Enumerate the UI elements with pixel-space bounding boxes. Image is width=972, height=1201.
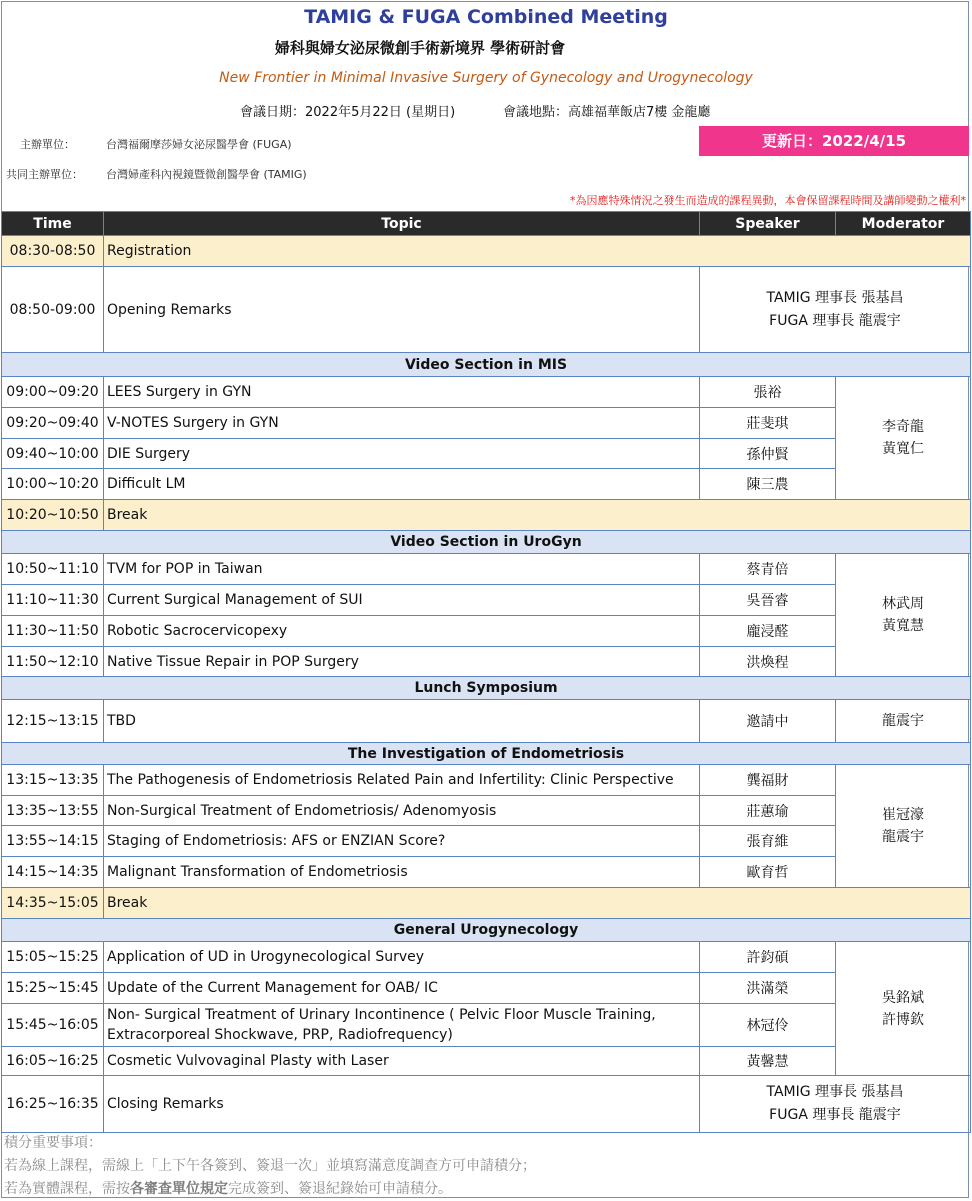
time-cell: 09:40~10:00 [2,439,104,469]
table-row [2,439,971,469]
time-cell: 15:45~16:05 [2,1004,104,1047]
speaker-cell: 許鈞碩 [700,942,836,973]
speaker-cell: 陳三農 [700,469,836,500]
table-row [2,826,971,857]
meeting-subtitle: 婦科與婦女泌尿微創手術新境界 學術研討會 [274,39,566,57]
table-row [2,942,971,973]
time-cell: 10:50~11:10 [2,554,104,585]
host-cell [700,1076,971,1133]
topic-cell: Native Tissue Repair in POP Surgery [104,647,700,677]
meeting-date: 會議日期：2022年5月22日 (星期日) [240,105,456,120]
col-time: Time [2,212,104,236]
organizer [20,136,292,152]
col-topic: Topic [104,212,700,236]
moderator-name: 吳銘斌 [882,989,924,1006]
topic-cell: Cosmetic Vulvovaginal Plasty with Laser [104,1047,700,1076]
time-cell: 14:15~14:35 [2,857,104,888]
col-moderator: Moderator [836,212,971,236]
credit-notes [4,1132,536,1201]
credit-notes-title: 積分重要事項： [4,1135,102,1151]
co-organizer-label: 共同主辦單位： [6,168,83,181]
table-row [2,585,971,616]
table-row [2,469,971,500]
table-row [2,554,971,585]
moderator-cell [836,942,971,1076]
meeting-venue: 會議地點：高雄福華飯店7樓 金龍廳 [503,105,711,120]
moderator-name: 龍震宇 [882,829,924,845]
section-row [2,353,971,377]
moderator-name: 崔冠濠 [882,807,924,823]
time-cell: 09:20~09:40 [2,408,104,439]
col-speaker: Speaker [700,212,836,236]
topic-cell: TVM for POP in Taiwan [104,554,700,585]
co-organizer [6,166,307,182]
topic-cell: Break [104,500,971,531]
topic-cell: Break [104,888,971,919]
speaker-cell: 張裕 [700,377,836,408]
section-row [2,677,971,700]
topic-cell: Difficult LM [104,469,700,500]
speaker-cell: 龐浸醛 [700,616,836,647]
table-row [2,796,971,826]
topic-cell: Registration [104,236,971,267]
section-row [2,531,971,554]
topic-cell: Opening Remarks [104,267,700,353]
table-row [2,377,971,408]
time-cell: 10:20~10:50 [2,500,104,531]
topic-cell: Closing Remarks [104,1076,700,1133]
disclaimer-note: *為因應特殊情況之發生而造成的課程異動，本會保留課程時間及講師變動之權利* [570,194,966,207]
topic-cell: TBD [104,700,700,743]
speaker-cell: 吳晉睿 [700,585,836,616]
schedule-table [1,211,971,1133]
section-title: The Investigation of Endometriosis [2,743,971,765]
credit-note-emphasis: 各審查單位規定 [130,1181,228,1197]
time-cell: 10:00~10:20 [2,469,104,500]
credit-note-text: 完成簽到、簽退紀錄始可申請積分。 [228,1181,452,1197]
moderator-name: 李奇龍 [882,419,924,435]
meeting-title: TAMIG & FUGA Combined Meeting [304,6,668,28]
time-cell: 15:05~15:25 [2,942,104,973]
time-cell: 13:55~14:15 [2,826,104,857]
topic-cell: Application of UD in Urogynecological Survey [104,942,700,973]
speaker-cell: 邀請中 [700,700,836,743]
speaker-cell: 林冠伶 [700,1004,836,1047]
english-title: New Frontier in Minimal Invasive Surgery of Gynecology and Urogynecology [219,70,753,86]
table-row [2,973,971,1004]
moderator-name: 許博欽 [882,1011,924,1028]
table-row [2,1004,971,1047]
table-row [2,888,971,919]
table-row [2,1076,971,1133]
moderator-name: 林武周 [882,596,924,612]
time-cell: 12:15~13:15 [2,700,104,743]
topic-cell: LEES Surgery in GYN [104,377,700,408]
moderator-cell [836,377,971,500]
topic-cell: Robotic Sacrocervicopexy [104,616,700,647]
credit-note-onsite [4,1178,536,1201]
section-title: General Urogynecology [2,919,971,942]
organizer-name: 台灣福爾摩莎婦女泌尿醫學會 (FUGA) [106,138,292,151]
time-cell: 08:30-08:50 [2,236,104,267]
co-organizer-name: 台灣婦產科內視鏡暨微創醫學會 (TAMIG) [106,168,307,181]
host-line: TAMIG 理事長 張基昌 [766,1084,904,1100]
speaker-cell: 蔡青倍 [700,554,836,585]
credit-note-online: 若為線上課程，需線上「上下午各簽到、簽退一次」並填寫滿意度調查方可申請積分； [4,1158,536,1174]
time-cell: 09:00~09:20 [2,377,104,408]
topic-cell: Non- Surgical Treatment of Urinary Incontinence ( Pelvic Floor Muscle Training, Extracorporeal Shockwave, PRP, Radiofrequency) [104,1004,700,1047]
host-line: FUGA 理事長 龍震宇 [769,1107,901,1123]
host-line: TAMIG 理事長 張基昌 [766,289,904,306]
table-row [2,857,971,888]
time-cell: 11:10~11:30 [2,585,104,616]
speaker-cell: 洪煥程 [700,647,836,677]
table-row [2,408,971,439]
speaker-cell: 歐育哲 [700,857,836,888]
organizer-label: 主辦單位： [20,138,75,151]
time-cell: 15:25~15:45 [2,973,104,1004]
time-cell: 16:25~16:35 [2,1076,104,1133]
speaker-cell: 張育維 [700,826,836,857]
speaker-cell: 洪滿榮 [700,973,836,1004]
section-title: Video Section in UroGyn [2,531,971,554]
time-cell: 11:30~11:50 [2,616,104,647]
topic-cell: DIE Surgery [104,439,700,469]
speaker-cell: 莊蕙瑜 [700,796,836,826]
time-cell: 13:15~13:35 [2,765,104,796]
speaker-cell: 孫仲賢 [700,439,836,469]
speaker-cell: 莊斐琪 [700,408,836,439]
table-row [2,616,971,647]
updated-date-badge: 更新日：2022/4/15 [699,126,969,156]
table-row [2,765,971,796]
section-row [2,743,971,765]
table-row [2,647,971,677]
moderator-name: 黃寬慧 [882,618,924,634]
topic-cell: Malignant Transformation of Endometriosis [104,857,700,888]
time-cell: 13:35~13:55 [2,796,104,826]
table-row [2,700,971,743]
section-title: Lunch Symposium [2,677,971,700]
topic-cell: The Pathogenesis of Endometriosis Related Pain and Infertility: Clinic Perspective [104,765,700,796]
topic-cell: Non-Surgical Treatment of Endometriosis/ Adenomyosis [104,796,700,826]
table-row [2,500,971,531]
credit-note-text: 若為實體課程，需按 [4,1181,130,1197]
section-title: Video Section in MIS [2,353,971,377]
table-row [2,1047,971,1076]
moderator-cell [836,765,971,888]
time-cell: 16:05~16:25 [2,1047,104,1076]
moderator-name: 黃寬仁 [882,441,924,457]
speaker-cell: 黃馨慧 [700,1047,836,1076]
moderator-cell: 龍震宇 [836,700,971,743]
topic-cell: Current Surgical Management of SUI [104,585,700,616]
table-row [2,236,971,267]
topic-cell: Update of the Current Management for OAB/ IC [104,973,700,1004]
time-cell: 08:50-09:00 [2,267,104,353]
host-cell [700,267,971,353]
moderator-cell [836,554,971,677]
time-cell: 14:35~15:05 [2,888,104,919]
section-row [2,919,971,942]
time-cell: 11:50~12:10 [2,647,104,677]
topic-cell: Staging of Endometriosis: AFS or ENZIAN Score? [104,826,700,857]
host-line: FUGA 理事長 龍震宇 [769,312,901,329]
table-row [2,267,971,353]
speaker-cell: 龔福財 [700,765,836,796]
table-header [2,212,971,236]
topic-cell: V-NOTES Surgery in GYN [104,408,700,439]
